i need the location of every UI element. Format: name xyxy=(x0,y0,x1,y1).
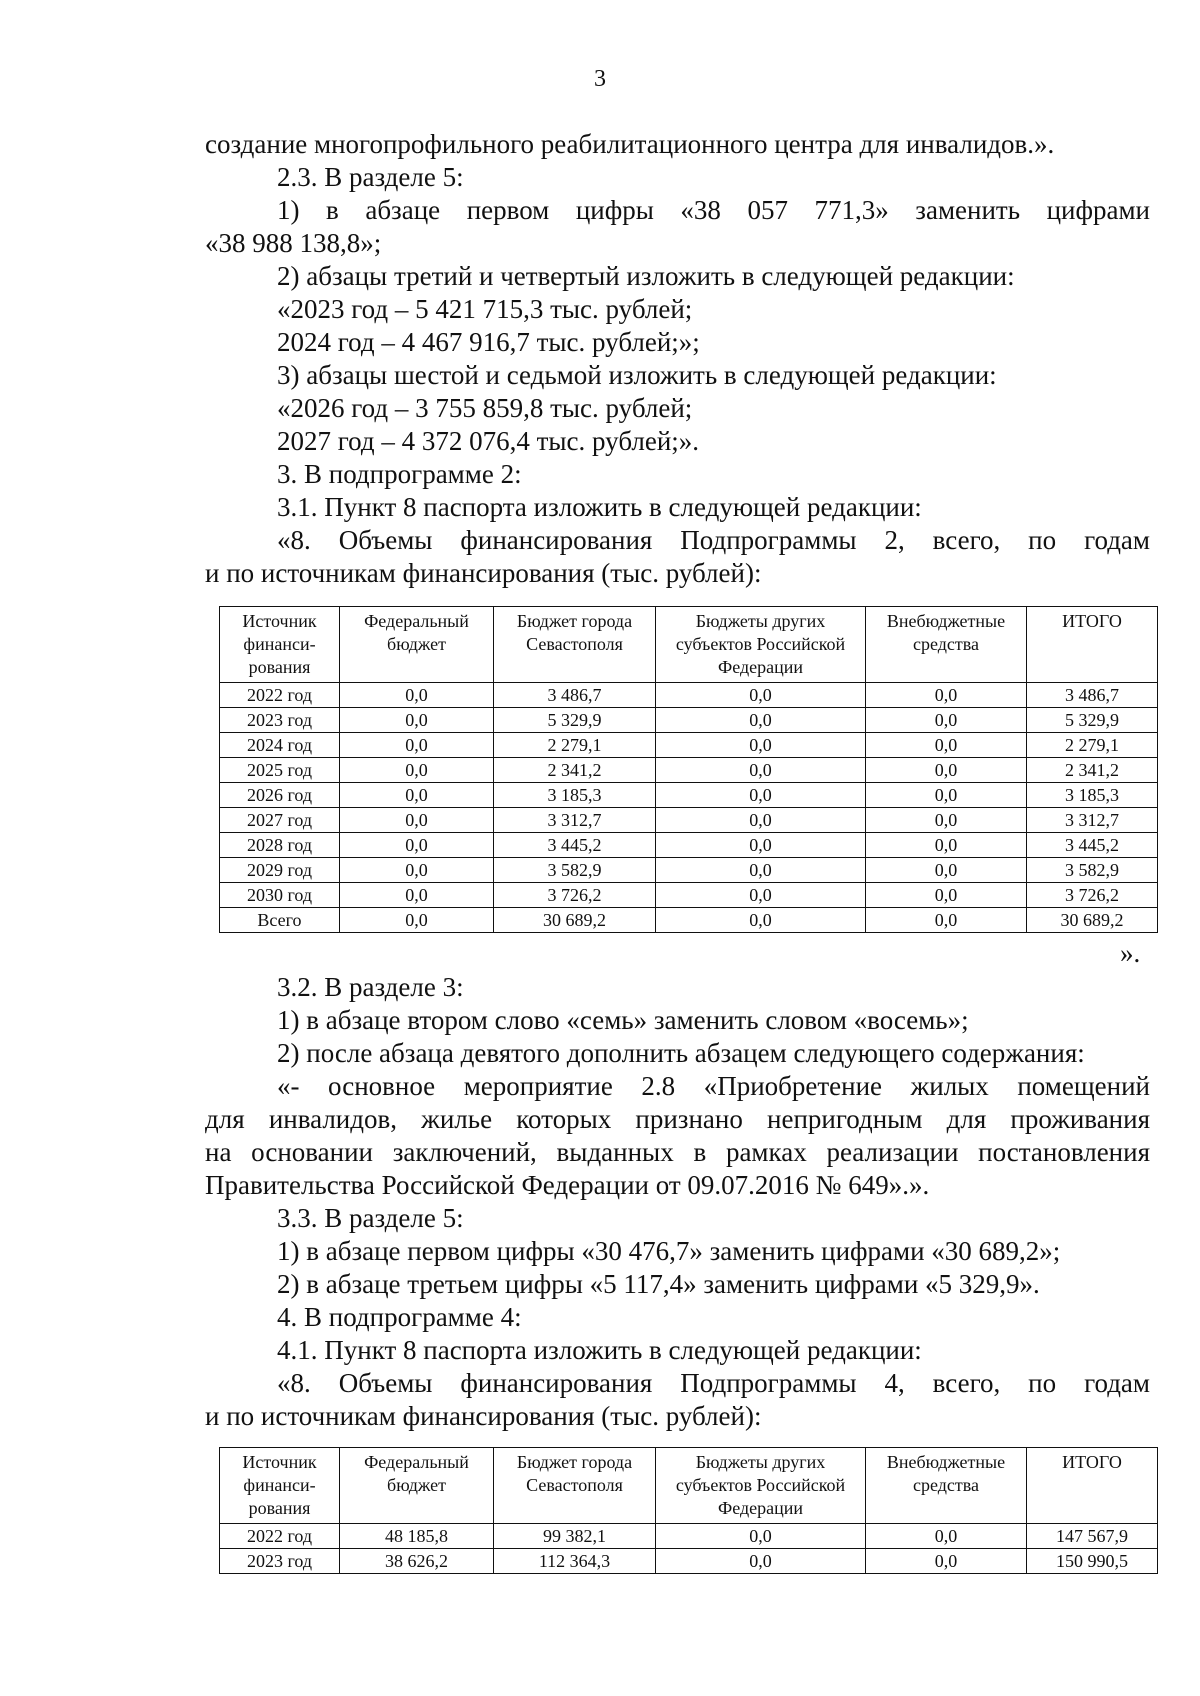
cell-year: 2027 год xyxy=(220,808,340,833)
header-federal: Федеральный бюджет xyxy=(340,607,494,683)
table-row xyxy=(220,758,1158,783)
cell-extra-budget: 0,0 xyxy=(866,758,1027,783)
header-city: Бюджет города Севастополя xyxy=(494,1448,656,1524)
cell-total: 2 279,1 xyxy=(1027,733,1158,758)
header-extra-budget: Внебюджетные средства xyxy=(866,1448,1027,1524)
header-source: Источник финанси-рования xyxy=(220,1448,340,1524)
financing-table-subprogram-2 xyxy=(219,606,1158,933)
cell-federal: 0,0 xyxy=(340,833,494,858)
header-federal: Федеральный бюджет xyxy=(340,1448,494,1524)
cell-federal: 0,0 xyxy=(340,733,494,758)
cell-federal: 0,0 xyxy=(340,883,494,908)
cell-total: 30 689,2 xyxy=(1027,908,1158,933)
cell-other-subjects: 0,0 xyxy=(656,858,866,883)
table-row xyxy=(220,883,1158,908)
text-line: 3) абзацы шестой и седьмой изложить в следующей редакции: xyxy=(277,360,997,390)
cell-city: 5 329,9 xyxy=(494,708,656,733)
cell-federal: 0,0 xyxy=(340,758,494,783)
cell-federal: 0,0 xyxy=(340,708,494,733)
text-line: и по источникам финансирования (тыс. рублей): xyxy=(205,1401,762,1431)
cell-city: 3 445,2 xyxy=(494,833,656,858)
cell-extra-budget: 0,0 xyxy=(866,708,1027,733)
cell-total: 3 312,7 xyxy=(1027,808,1158,833)
cell-federal: 0,0 xyxy=(340,858,494,883)
page-number: 3 xyxy=(594,66,606,92)
text-line: 2024 год – 4 467 916,7 тыс. рублей;»; xyxy=(277,327,700,357)
table-row xyxy=(220,808,1158,833)
text-line: 2027 год – 4 372 076,4 тыс. рублей;». xyxy=(277,426,700,456)
cell-other-subjects: 0,0 xyxy=(656,833,866,858)
cell-extra-budget: 0,0 xyxy=(866,858,1027,883)
text-line: на основании заключений, выданных в рамках реализации постановления xyxy=(205,1137,1150,1167)
cell-federal: 0,0 xyxy=(340,808,494,833)
table-header-row xyxy=(220,607,1158,683)
cell-extra-budget: 0,0 xyxy=(866,1524,1027,1549)
cell-other-subjects: 0,0 xyxy=(656,758,866,783)
cell-year: 2022 год xyxy=(220,1524,340,1549)
cell-city: 30 689,2 xyxy=(494,908,656,933)
cell-total: 3 445,2 xyxy=(1027,833,1158,858)
cell-year: 2028 год xyxy=(220,833,340,858)
cell-year: 2025 год xyxy=(220,758,340,783)
header-extra-budget: Внебюджетные средства xyxy=(866,607,1027,683)
table-row xyxy=(220,1549,1158,1574)
cell-extra-budget: 0,0 xyxy=(866,783,1027,808)
text-line: 2) абзацы третий и четвертый изложить в следующей редакции: xyxy=(277,261,1015,291)
text-line: «38 988 138,8»; xyxy=(205,228,382,258)
text-line: 3.1. Пункт 8 паспорта изложить в следующей редакции: xyxy=(277,492,922,522)
text-line: «- основное мероприятие 2.8 «Приобретение жилых помещений xyxy=(277,1071,1150,1101)
cell-other-subjects: 0,0 xyxy=(656,683,866,708)
cell-total: 150 990,5 xyxy=(1027,1549,1158,1574)
cell-city: 3 582,9 xyxy=(494,858,656,883)
text-line: «2026 год – 3 755 859,8 тыс. рублей; xyxy=(277,393,693,423)
header-total: ИТОГО xyxy=(1027,607,1158,683)
cell-city: 99 382,1 xyxy=(494,1524,656,1549)
cell-other-subjects: 0,0 xyxy=(656,883,866,908)
text-line: 2) в абзаце третьем цифры «5 117,4» заменить цифрами «5 329,9». xyxy=(277,1269,1040,1299)
table-header-row xyxy=(220,1448,1158,1524)
cell-extra-budget: 0,0 xyxy=(866,908,1027,933)
header-other-subjects: Бюджеты других субъектов Российской Федерации xyxy=(656,1448,866,1524)
header-total: ИТОГО xyxy=(1027,1448,1158,1524)
cell-year: 2023 год xyxy=(220,1549,340,1574)
header-other-subjects: Бюджеты других субъектов Российской Федерации xyxy=(656,607,866,683)
text-line: создание многопрофильного реабилитационного центра для инвалидов.». xyxy=(205,129,1055,159)
cell-extra-budget: 0,0 xyxy=(866,808,1027,833)
cell-total: 3 185,3 xyxy=(1027,783,1158,808)
cell-city: 3 185,3 xyxy=(494,783,656,808)
cell-total: 3 582,9 xyxy=(1027,858,1158,883)
table-row xyxy=(220,783,1158,808)
cell-federal: 48 185,8 xyxy=(340,1524,494,1549)
cell-city: 3 486,7 xyxy=(494,683,656,708)
cell-total: 3 726,2 xyxy=(1027,883,1158,908)
text-line: 3. В подпрограмме 2: xyxy=(277,459,522,489)
cell-city: 2 341,2 xyxy=(494,758,656,783)
cell-city: 3 726,2 xyxy=(494,883,656,908)
cell-year: Всего xyxy=(220,908,340,933)
cell-year: 2022 год xyxy=(220,683,340,708)
cell-federal: 0,0 xyxy=(340,683,494,708)
cell-year: 2023 год xyxy=(220,708,340,733)
cell-other-subjects: 0,0 xyxy=(656,1549,866,1574)
text-line: 4. В подпрограмме 4: xyxy=(277,1302,522,1332)
text-line: 4.1. Пункт 8 паспорта изложить в следующей редакции: xyxy=(277,1335,922,1365)
table-row xyxy=(220,908,1158,933)
header-city: Бюджет города Севастополя xyxy=(494,607,656,683)
text-line: 3.3. В разделе 5: xyxy=(277,1203,464,1233)
cell-year: 2026 год xyxy=(220,783,340,808)
table-row xyxy=(220,858,1158,883)
cell-other-subjects: 0,0 xyxy=(656,783,866,808)
text-line: 3.2. В разделе 3: xyxy=(277,972,464,1002)
cell-federal: 0,0 xyxy=(340,908,494,933)
cell-total: 2 341,2 xyxy=(1027,758,1158,783)
financing-table-subprogram-4 xyxy=(219,1447,1158,1574)
cell-city: 112 364,3 xyxy=(494,1549,656,1574)
cell-year: 2029 год xyxy=(220,858,340,883)
cell-city: 3 312,7 xyxy=(494,808,656,833)
cell-total: 3 486,7 xyxy=(1027,683,1158,708)
cell-extra-budget: 0,0 xyxy=(866,883,1027,908)
text-line: 1) в абзаце втором слово «семь» заменить словом «восемь»; xyxy=(277,1005,969,1035)
cell-federal: 0,0 xyxy=(340,783,494,808)
text-line: «8. Объемы финансирования Подпрограммы 2, всего, по годам xyxy=(277,525,1150,555)
table-row xyxy=(220,683,1158,708)
cell-other-subjects: 0,0 xyxy=(656,808,866,833)
text-line: для инвалидов, жилье которых признано непригодным для проживания xyxy=(205,1104,1150,1134)
cell-total: 147 567,9 xyxy=(1027,1524,1158,1549)
cell-other-subjects: 0,0 xyxy=(656,708,866,733)
cell-city: 2 279,1 xyxy=(494,733,656,758)
cell-other-subjects: 0,0 xyxy=(656,1524,866,1549)
text-line: 2) после абзаца девятого дополнить абзацем следующего содержания: xyxy=(277,1038,1085,1068)
header-source: Источник финанси-рования xyxy=(220,607,340,683)
cell-extra-budget: 0,0 xyxy=(866,1549,1027,1574)
cell-federal: 38 626,2 xyxy=(340,1549,494,1574)
cell-other-subjects: 0,0 xyxy=(656,733,866,758)
text-line: Правительства Российской Федерации от 09.07.2016 № 649».». xyxy=(205,1170,930,1200)
table-row xyxy=(220,833,1158,858)
table-row xyxy=(220,733,1158,758)
cell-other-subjects: 0,0 xyxy=(656,908,866,933)
cell-extra-budget: 0,0 xyxy=(866,833,1027,858)
text-line: 2.3. В разделе 5: xyxy=(277,162,464,192)
text-line: «8. Объемы финансирования Подпрограммы 4, всего, по годам xyxy=(277,1368,1150,1398)
cell-total: 5 329,9 xyxy=(1027,708,1158,733)
cell-extra-budget: 0,0 xyxy=(866,733,1027,758)
table-row xyxy=(220,1524,1158,1549)
cell-year: 2030 год xyxy=(220,883,340,908)
cell-year: 2024 год xyxy=(220,733,340,758)
closing-quote: ». xyxy=(1120,938,1141,968)
text-line: «2023 год – 5 421 715,3 тыс. рублей; xyxy=(277,294,693,324)
text-line: 1) в абзаце первом цифры «38 057 771,3» заменить цифрами xyxy=(277,195,1150,225)
cell-extra-budget: 0,0 xyxy=(866,683,1027,708)
table-row xyxy=(220,708,1158,733)
text-line: 1) в абзаце первом цифры «30 476,7» заменить цифрами «30 689,2»; xyxy=(277,1236,1061,1266)
text-line: и по источникам финансирования (тыс. рублей): xyxy=(205,558,762,588)
